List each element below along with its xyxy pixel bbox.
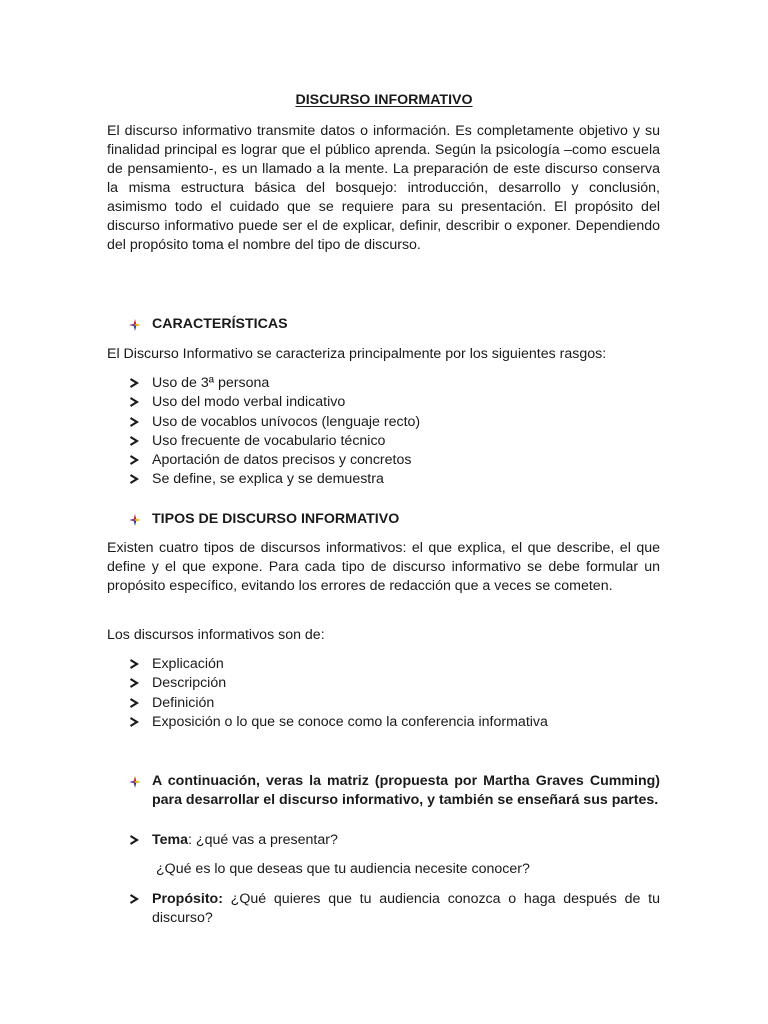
document-title: DISCURSO INFORMATIVO — [295, 92, 473, 108]
list-item-text: Definición — [152, 694, 215, 711]
tipos-paragraph: Existen cuatro tipos de discursos informativos: el que explica, el que describe, el que define y el que expone. Para cada tipo de discurso informativo se debe formular un propósito específico, evitando los errores de redacción que a veces se cometen. — [107, 540, 660, 594]
heading-caracteristicas — [129, 315, 660, 334]
heading-matriz-label: A continuación, veras la matriz (propuesta por Martha Graves Cumming) para desarrollar el discurso informativo, y también se enseñará sus partes. — [152, 773, 660, 808]
heading-matriz — [129, 772, 660, 810]
heading-tipos-label: TIPOS DE DISCURSO INFORMATIVO — [152, 511, 400, 527]
arrow-bullet-icon — [129, 417, 139, 427]
heading-caracteristicas-label: CARACTERÍSTICAS — [152, 316, 288, 332]
tipos-list — [129, 655, 660, 732]
caracteristicas-list — [129, 374, 660, 490]
list-item — [129, 713, 660, 732]
list-item-text: Exposición o lo que se conoce como la conferencia informativa — [152, 713, 548, 730]
arrow-bullet-icon — [129, 397, 139, 407]
colored-star-bullet-icon — [129, 514, 141, 526]
list-item-text: Uso del modo verbal indicativo — [152, 394, 346, 411]
caracteristicas-lead: El Discurso Informativo se caracteriza principalmente por los siguientes rasgos: — [107, 346, 607, 362]
list-item-text: Aportación de datos precisos y concretos — [152, 452, 412, 469]
arrow-bullet-icon — [129, 474, 139, 484]
list-item — [129, 470, 660, 489]
arrow-bullet-icon — [129, 894, 139, 904]
list-item — [129, 432, 660, 451]
list-item-text: Explicación — [152, 656, 224, 672]
list-item-text: Uso frecuente de vocabulario técnico — [152, 432, 386, 449]
list-item — [129, 393, 660, 412]
list-item — [129, 374, 660, 393]
arrow-bullet-icon — [129, 436, 139, 446]
colored-star-bullet-icon — [129, 776, 141, 788]
tipos-lead: Los discursos informativos son de: — [107, 627, 325, 643]
list-item — [129, 694, 660, 713]
proposito-text: ¿Qué quieres que tu audiencia conozca o haga después de tu discurso? — [152, 891, 660, 926]
tema-detail: ¿Qué es lo que deseas que tu audiencia necesite conocer? — [156, 861, 530, 877]
tema-item — [129, 831, 660, 850]
arrow-bullet-icon — [129, 698, 139, 708]
list-item — [129, 674, 660, 693]
arrow-bullet-icon — [129, 455, 139, 465]
list-item-text: Uso de 3ª persona — [152, 375, 270, 391]
list-item — [129, 451, 660, 470]
list-item — [129, 413, 660, 432]
proposito-item — [129, 890, 660, 928]
intro-paragraph: El discurso informativo transmite datos o información. Es completamente objetivo y su finalidad principal es lograr que el público aprenda. Según la psicología –como escuela de pensamiento-, es un llamado a la mente. La preparación de este discurso conserva la misma estructura básica del bosquejo: introducción, desarrollo y conclusión, asimismo todo el cuidado que se requiere para su presentación. El propósito del discurso informativo puede ser el de explicar, definir, describir o exponer. Dependiendo del propósito toma el nombre del tipo de discurso. — [107, 123, 660, 253]
arrow-bullet-icon — [129, 835, 139, 845]
list-item-text: Descripción — [152, 675, 227, 692]
tema-label: Tema — [152, 832, 189, 848]
arrow-bullet-icon — [129, 378, 139, 388]
tema-text: : ¿qué vas a presentar? — [188, 832, 338, 848]
list-item-text: Se define, se explica y se demuestra — [152, 471, 384, 488]
colored-star-bullet-icon — [129, 319, 141, 331]
list-item — [129, 655, 660, 674]
arrow-bullet-icon — [129, 659, 139, 669]
arrow-bullet-icon — [129, 678, 139, 688]
proposito-label: Propósito: — [152, 891, 223, 907]
list-item-text: Uso de vocablos unívocos (lenguaje recto) — [152, 413, 421, 430]
heading-tipos — [129, 510, 660, 529]
arrow-bullet-icon — [129, 717, 139, 727]
